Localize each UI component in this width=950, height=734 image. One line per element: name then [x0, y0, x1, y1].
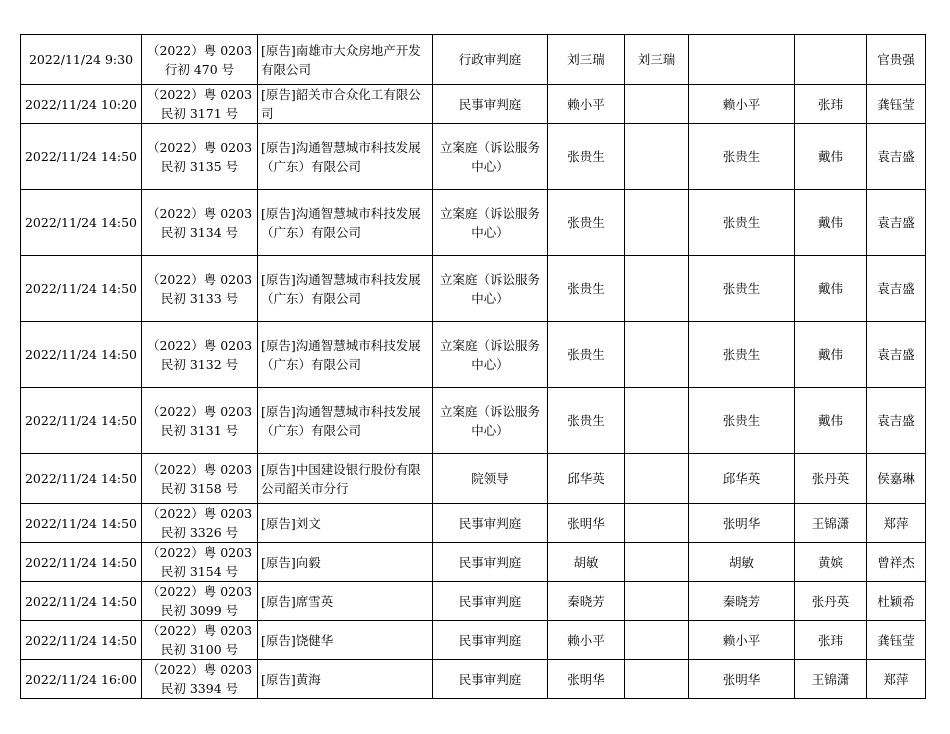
- clerk-cell: 袁吉盛: [867, 124, 926, 190]
- party-name-cell: [原告]沟通智慧城市科技发展（广东）有限公司: [258, 124, 433, 190]
- court-division-cell: 立案庭（诉讼服务中心）: [433, 322, 548, 388]
- court-division-cell: 民事审判庭: [433, 582, 548, 621]
- court-division-cell: 立案庭（诉讼服务中心）: [433, 124, 548, 190]
- presiding-judge-cell: 张贵生: [689, 322, 795, 388]
- case-judge-cell: 张明华: [548, 660, 625, 699]
- judge-extra-cell: [625, 124, 689, 190]
- case-number-cell: （2022）粤 0203 民初 3135 号: [142, 124, 258, 190]
- hearing-time-cell: 2022/11/24 14:50: [21, 621, 142, 660]
- case-judge-cell: 张贵生: [548, 322, 625, 388]
- party-name-cell: [原告]南雄市大众房地产开发有限公司: [258, 35, 433, 85]
- table-row: [21, 322, 926, 388]
- court-division-cell: 立案庭（诉讼服务中心）: [433, 256, 548, 322]
- panel-member-cell: 张玮: [795, 621, 867, 660]
- hearing-time-cell: 2022/11/24 10:20: [21, 85, 142, 124]
- panel-member-cell: 王锦潇: [795, 504, 867, 543]
- hearing-time-cell: 2022/11/24 14:50: [21, 322, 142, 388]
- party-name-cell: [原告]黄海: [258, 660, 433, 699]
- clerk-cell: 袁吉盛: [867, 322, 926, 388]
- judge-extra-cell: [625, 504, 689, 543]
- hearing-time-cell: 2022/11/24 9:30: [21, 35, 142, 85]
- case-judge-cell: 胡敏: [548, 543, 625, 582]
- case-number-cell: （2022）粤 0203 民初 3326 号: [142, 504, 258, 543]
- table-row: [21, 124, 926, 190]
- hearing-time-cell: 2022/11/24 14:50: [21, 504, 142, 543]
- clerk-cell: 官贵强: [867, 35, 926, 85]
- table-row: [21, 190, 926, 256]
- hearing-time-cell: 2022/11/24 14:50: [21, 124, 142, 190]
- court-division-cell: 行政审判庭: [433, 35, 548, 85]
- hearing-time-cell: 2022/11/24 14:50: [21, 190, 142, 256]
- party-name-cell: [原告]韶关市合众化工有限公司: [258, 85, 433, 124]
- case-judge-cell: 秦晓芳: [548, 582, 625, 621]
- case-number-cell: （2022）粤 0203 民初 3134 号: [142, 190, 258, 256]
- table-row: [21, 256, 926, 322]
- presiding-judge-cell: 邱华英: [689, 454, 795, 504]
- party-name-cell: [原告]刘文: [258, 504, 433, 543]
- clerk-cell: 郑萍: [867, 504, 926, 543]
- presiding-judge-cell: 张明华: [689, 504, 795, 543]
- presiding-judge-cell: 张贵生: [689, 190, 795, 256]
- case-number-cell: （2022）粤 0203 行初 470 号: [142, 35, 258, 85]
- judge-extra-cell: [625, 621, 689, 660]
- table-row: [21, 543, 926, 582]
- case-number-cell: （2022）粤 0203 民初 3394 号: [142, 660, 258, 699]
- court-division-cell: 民事审判庭: [433, 660, 548, 699]
- clerk-cell: 袁吉盛: [867, 256, 926, 322]
- court-division-cell: 立案庭（诉讼服务中心）: [433, 190, 548, 256]
- hearing-time-cell: 2022/11/24 14:50: [21, 582, 142, 621]
- table-row: [21, 621, 926, 660]
- clerk-cell: 杜颖希: [867, 582, 926, 621]
- case-number-cell: （2022）粤 0203 民初 3132 号: [142, 322, 258, 388]
- case-judge-cell: 张贵生: [548, 124, 625, 190]
- judge-extra-cell: [625, 582, 689, 621]
- court-division-cell: 院领导: [433, 454, 548, 504]
- panel-member-cell: 张丹英: [795, 454, 867, 504]
- hearing-time-cell: 2022/11/24 14:50: [21, 454, 142, 504]
- case-judge-cell: 张贵生: [548, 388, 625, 454]
- panel-member-cell: 戴伟: [795, 256, 867, 322]
- court-division-cell: 民事审判庭: [433, 504, 548, 543]
- table-row: [21, 504, 926, 543]
- court-division-cell: 民事审判庭: [433, 543, 548, 582]
- case-judge-cell: 刘三瑞: [548, 35, 625, 85]
- court-division-cell: 立案庭（诉讼服务中心）: [433, 388, 548, 454]
- hearing-time-cell: 2022/11/24 16:00: [21, 660, 142, 699]
- court-division-cell: 民事审判庭: [433, 621, 548, 660]
- table-row: [21, 85, 926, 124]
- case-judge-cell: 张贵生: [548, 256, 625, 322]
- presiding-judge-cell: 张贵生: [689, 124, 795, 190]
- judge-extra-cell: [625, 660, 689, 699]
- hearing-time-cell: 2022/11/24 14:50: [21, 388, 142, 454]
- case-number-cell: （2022）粤 0203 民初 3171 号: [142, 85, 258, 124]
- case-number-cell: （2022）粤 0203 民初 3099 号: [142, 582, 258, 621]
- case-judge-cell: 赖小平: [548, 85, 625, 124]
- party-name-cell: [原告]沟通智慧城市科技发展（广东）有限公司: [258, 322, 433, 388]
- party-name-cell: [原告]沟通智慧城市科技发展（广东）有限公司: [258, 190, 433, 256]
- judge-extra-cell: [625, 454, 689, 504]
- party-name-cell: [原告]席雪英: [258, 582, 433, 621]
- clerk-cell: 郑萍: [867, 660, 926, 699]
- case-judge-cell: 张明华: [548, 504, 625, 543]
- panel-member-cell: 王锦潇: [795, 660, 867, 699]
- panel-member-cell: 戴伟: [795, 124, 867, 190]
- panel-member-cell: 黄嫔: [795, 543, 867, 582]
- presiding-judge-cell: 张明华: [689, 660, 795, 699]
- case-judge-cell: 邱华英: [548, 454, 625, 504]
- party-name-cell: [原告]沟通智慧城市科技发展（广东）有限公司: [258, 256, 433, 322]
- panel-member-cell: [795, 35, 867, 85]
- presiding-judge-cell: [689, 35, 795, 85]
- hearing-schedule-table: [20, 34, 926, 699]
- party-name-cell: [原告]中国建设银行股份有限公司韶关市分行: [258, 454, 433, 504]
- hearing-time-cell: 2022/11/24 14:50: [21, 543, 142, 582]
- panel-member-cell: 戴伟: [795, 322, 867, 388]
- case-judge-cell: 赖小平: [548, 621, 625, 660]
- presiding-judge-cell: 胡敏: [689, 543, 795, 582]
- judge-extra-cell: [625, 85, 689, 124]
- hearing-time-cell: 2022/11/24 14:50: [21, 256, 142, 322]
- presiding-judge-cell: 赖小平: [689, 621, 795, 660]
- presiding-judge-cell: 秦晓芳: [689, 582, 795, 621]
- panel-member-cell: 张玮: [795, 85, 867, 124]
- case-judge-cell: 张贵生: [548, 190, 625, 256]
- presiding-judge-cell: 张贵生: [689, 256, 795, 322]
- panel-member-cell: 戴伟: [795, 388, 867, 454]
- panel-member-cell: 张丹英: [795, 582, 867, 621]
- clerk-cell: 龚钰莹: [867, 621, 926, 660]
- table-row: [21, 454, 926, 504]
- panel-member-cell: 戴伟: [795, 190, 867, 256]
- table-row: [21, 582, 926, 621]
- case-number-cell: （2022）粤 0203 民初 3100 号: [142, 621, 258, 660]
- case-number-cell: （2022）粤 0203 民初 3158 号: [142, 454, 258, 504]
- clerk-cell: 袁吉盛: [867, 190, 926, 256]
- case-number-cell: （2022）粤 0203 民初 3131 号: [142, 388, 258, 454]
- court-division-cell: 民事审判庭: [433, 85, 548, 124]
- case-number-cell: （2022）粤 0203 民初 3133 号: [142, 256, 258, 322]
- presiding-judge-cell: 赖小平: [689, 85, 795, 124]
- judge-extra-cell: [625, 388, 689, 454]
- clerk-cell: 侯嘉琳: [867, 454, 926, 504]
- clerk-cell: 袁吉盛: [867, 388, 926, 454]
- clerk-cell: 曾祥杰: [867, 543, 926, 582]
- party-name-cell: [原告]饶健华: [258, 621, 433, 660]
- judge-extra-cell: [625, 190, 689, 256]
- table-row: [21, 35, 926, 85]
- case-number-cell: （2022）粤 0203 民初 3154 号: [142, 543, 258, 582]
- judge-extra-cell: [625, 256, 689, 322]
- judge-extra-cell: 刘三瑞: [625, 35, 689, 85]
- judge-extra-cell: [625, 543, 689, 582]
- table-row: [21, 388, 926, 454]
- table-row: [21, 660, 926, 699]
- presiding-judge-cell: 张贵生: [689, 388, 795, 454]
- party-name-cell: [原告]沟通智慧城市科技发展（广东）有限公司: [258, 388, 433, 454]
- party-name-cell: [原告]向毅: [258, 543, 433, 582]
- clerk-cell: 龚钰莹: [867, 85, 926, 124]
- judge-extra-cell: [625, 322, 689, 388]
